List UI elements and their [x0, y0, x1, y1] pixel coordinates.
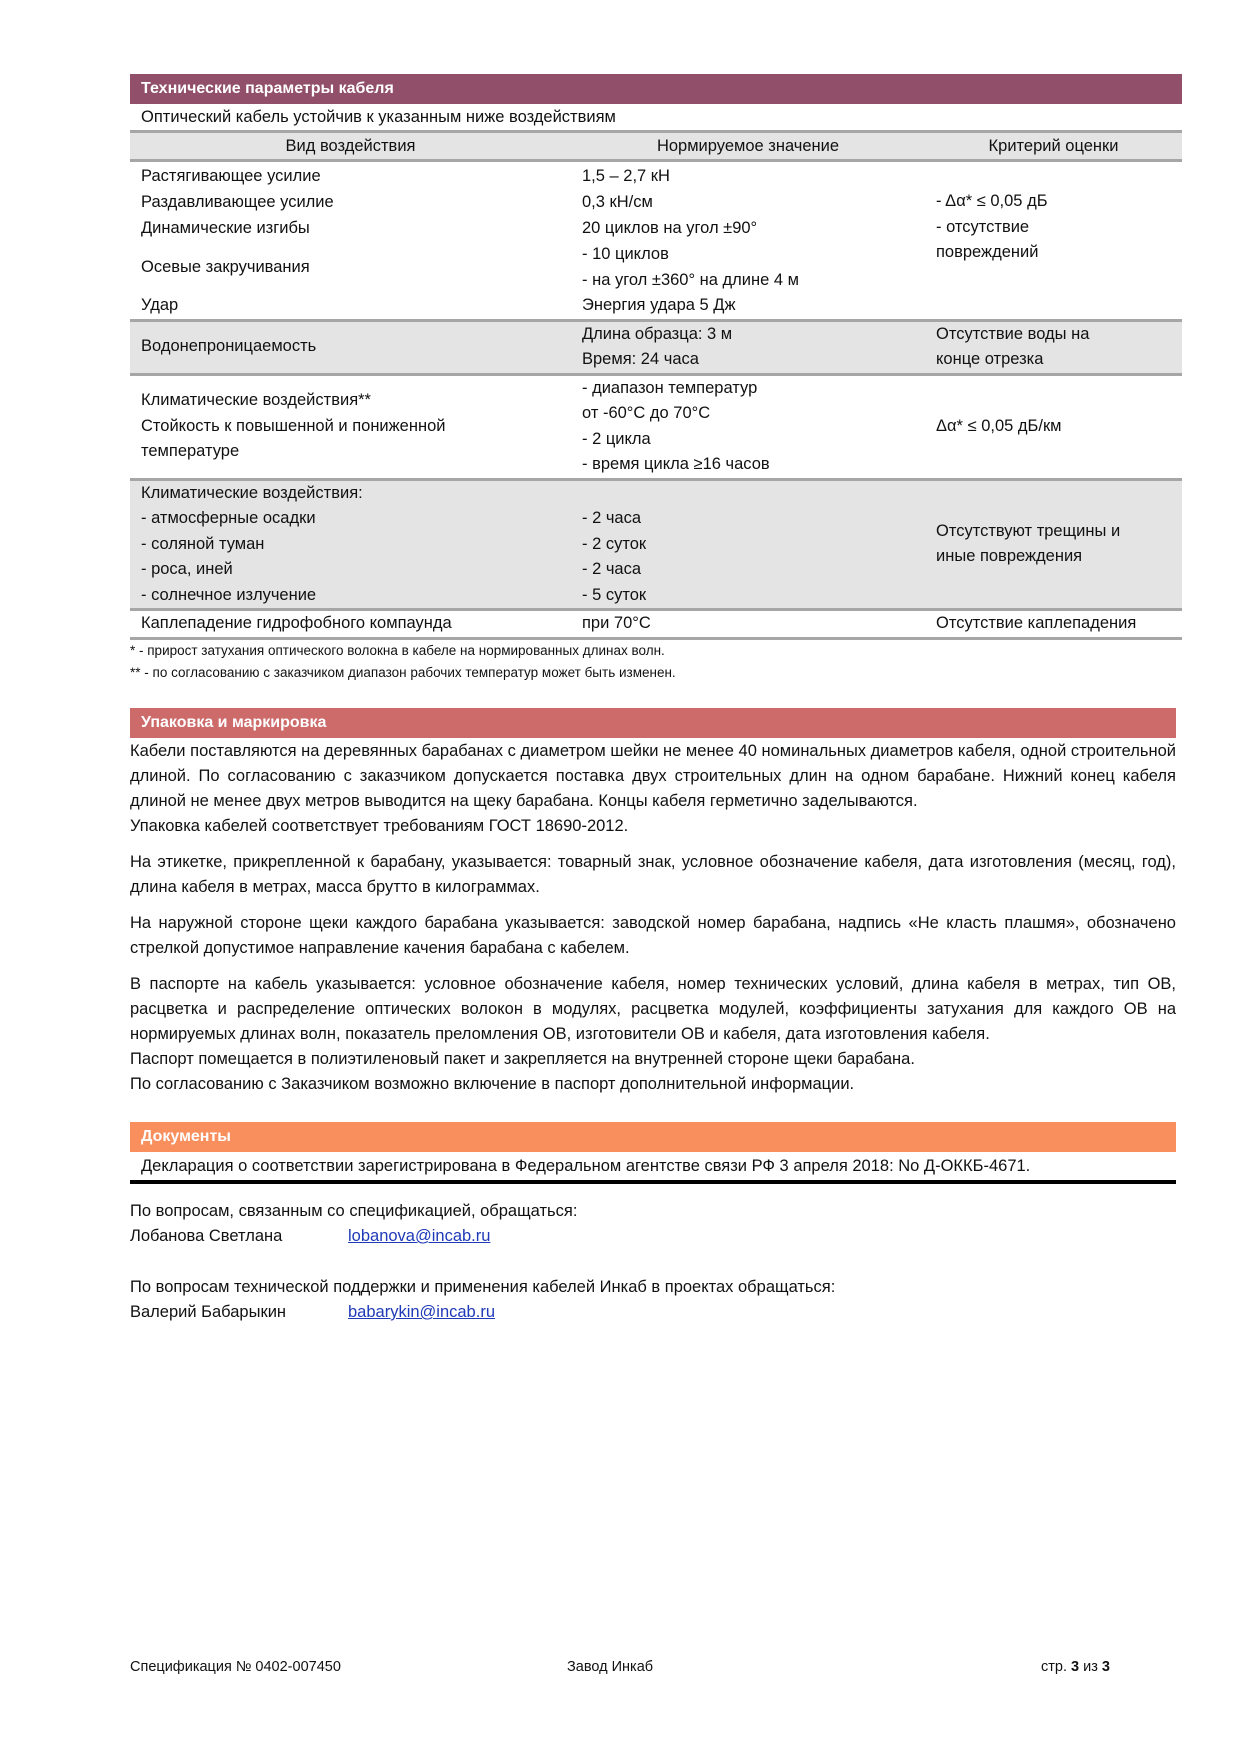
criteria-line: Отсутствие каплепадения [936, 614, 1137, 632]
packaging-paragraph: По согласованию с Заказчиком возможно включение в паспорт дополнительной информации. [130, 1074, 855, 1093]
impact-type: температуре [141, 442, 240, 461]
impact-value: 1,5 – 2,7 кН [582, 167, 670, 185]
impact-value: - время цикла ≥16 часов [582, 455, 770, 473]
criteria-line: Δα* ≤ 0,05 дБ/км [936, 416, 1062, 435]
impact-value: при 70°С [582, 614, 651, 632]
impact-value: - 2 цикла [582, 429, 651, 448]
packaging-paragraph: На наружной стороне щеки каждого барабана указывается: заводской номер барабана, надпись «Не класть плашмя», обозначено стрелкой допустимое направление качения барабана с кабелем. [130, 913, 1176, 957]
support-contact [130, 1300, 1182, 1326]
impact-value: Время: 24 часа [582, 350, 699, 368]
footnote-1: * - прирост затухания оптического волокна в кабеле на нормированных длинах волн. [130, 642, 665, 658]
impact-type: Осевые закручивания [141, 257, 310, 276]
impact-type: - соляной туман [141, 534, 265, 553]
documents-header: Документы [130, 1122, 1176, 1152]
table-row-climate-other [130, 479, 1182, 610]
spec-contact [130, 1224, 1182, 1250]
tech-params-intro: Оптический кабель устойчив к указанным ниже воздействиям [141, 108, 616, 126]
spec-contact-heading: По вопросам, связанным со спецификацией, обращаться: [130, 1201, 578, 1220]
company-name: Завод Инкаб [567, 1659, 654, 1675]
impact-value: 0,3 кН/см [582, 192, 653, 211]
table-row [130, 161, 1182, 190]
impact-type: Водонепроницаемость [141, 337, 317, 356]
impact-value: - 10 циклов [582, 245, 669, 263]
impact-value: Длина образца: 3 м [582, 324, 733, 343]
impact-type: Стойкость к повышенной и пониженной [141, 416, 446, 435]
impact-value: - на угол ±360° на длине 4 м [582, 270, 799, 289]
footnote-2: ** - по согласованию с заказчиком диапазон рабочих температур может быть изменен. [130, 664, 676, 680]
packaging-paragraph: В паспорте на кабель указывается: условное обозначение кабеля, номер технических условий, длина кабеля в метрах, тип ОВ, расцветка и распределение оптических волокон в модулях, расцветка модулей, коэффициенты затухания для каждого ОВ на нормируемых длинах волн, показатель преломления ОВ, изготовители ОВ и кабеля, дата изготовления кабеля. [130, 974, 1176, 1043]
tech-params-table [130, 130, 1182, 640]
impact-type: Раздавливающее усилие [141, 192, 334, 211]
packaging-header: Упаковка и маркировка [130, 708, 1176, 738]
impact-type: - роса, иней [141, 560, 233, 578]
email-link[interactable]: lobanova@incab.ru [348, 1227, 491, 1245]
impact-value: 20 циклов на угол ±90° [582, 219, 758, 237]
impact-type: Удар [141, 296, 179, 314]
tech-params-header: Технические параметры кабеля [130, 74, 1182, 104]
table-row-water [130, 320, 1182, 374]
declaration-text: Декларация о соответствии зарегистрирована в Федеральном агентстве связи РФ 3 апреля 2018: No Д-ОККБ-4671. [130, 1152, 1176, 1184]
impact-value: - 5 суток [582, 585, 647, 604]
packaging-paragraph: Паспорт помещается в полиэтиленовый пакет и закрепляется на внутренней стороне щеки барабана. [130, 1049, 915, 1068]
contact-name: Валерий Бабарыкин [130, 1303, 287, 1321]
table-row-climate-temp [130, 374, 1182, 479]
support-contact-heading: По вопросам технической поддержки и применения кабелей Инкаб в проектах обращаться: [130, 1277, 836, 1296]
column-header-type: Вид воздействия [130, 132, 571, 161]
contact-name: Лобанова Светлана [130, 1227, 283, 1245]
impact-type: Динамические изгибы [141, 218, 310, 237]
criteria-line: - отсутствие [936, 217, 1030, 236]
table-row-drip [130, 610, 1182, 639]
email-link[interactable]: babarykin@incab.ru [348, 1303, 495, 1321]
contacts-block [130, 1199, 1182, 1326]
packaging-paragraph: Упаковка кабелей соответствует требованиям ГОСТ 18690-2012. [130, 816, 629, 835]
page-number: стр. 3 из 3 [1041, 1659, 1110, 1675]
spec-page [130, 74, 1182, 1326]
table-header-row [130, 132, 1182, 161]
packaging-paragraph: Кабели поставляются на деревянных барабанах с диаметром шейки не менее 40 номинальных диаметров кабеля, одной строительной длиной. По согласованию с заказчиком допускается поставка двух строительных длин на одном барабане. Нижний конец кабеля длиной не менее двух метров выводится на щеку барабана. Концы кабеля герметично заделываются. [130, 741, 1176, 810]
impact-type: Климатические воздействия** [141, 391, 371, 410]
impact-type: Каплепадение гидрофобного компаунда [141, 614, 452, 632]
impact-value: - 2 часа [582, 560, 642, 578]
impact-value: - диапазон температур [582, 378, 758, 397]
impact-type: - солнечное излучение [141, 585, 317, 604]
impact-value: - 2 часа [582, 509, 642, 527]
packaging-paragraph: На этикетке, прикрепленной к барабану, указывается: товарный знак, условное обозначение кабеля, дата изготовления (месяц, год), длина кабеля в метрах, масса брутто в килограммах. [130, 852, 1176, 896]
criteria-line: Отсутствуют трещины и [936, 521, 1121, 540]
criteria-line: - Δα* ≤ 0,05 дБ [936, 192, 1048, 211]
criteria-line: конце отрезка [936, 350, 1044, 368]
packaging-body [130, 738, 1176, 1097]
criteria-line: повреждений [936, 243, 1039, 262]
column-header-criteria: Критерий оценки [925, 132, 1182, 161]
impact-type: Растягивающее усилие [141, 167, 321, 185]
impact-value: от -60°С до 70°С [582, 404, 711, 422]
spec-number: Спецификация № 0402-007450 [130, 1659, 341, 1675]
criteria-line: Отсутствие воды на [936, 324, 1090, 343]
column-header-value: Нормируемое значение [571, 132, 925, 161]
impact-value: - 2 суток [582, 534, 647, 553]
impact-type: Климатические воздействия: [141, 483, 363, 502]
criteria-line: иные повреждения [936, 547, 1083, 566]
impact-type: - атмосферные осадки [141, 509, 316, 527]
impact-value: Энергия удара 5 Дж [582, 296, 736, 314]
